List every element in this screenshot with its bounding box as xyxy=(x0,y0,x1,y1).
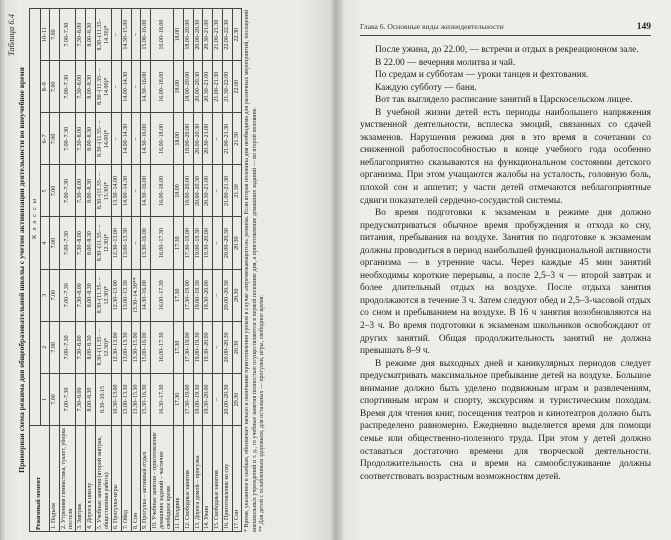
time-cell: 18.00–20.00 xyxy=(184,9,194,61)
table-row xyxy=(193,9,203,532)
time-cell: 19.00–19.30 xyxy=(193,373,203,425)
row-label-cell: 1. Подъем xyxy=(50,426,60,532)
time-cell: – xyxy=(213,113,223,165)
paragraph: Каждую субботу — баня. xyxy=(375,82,477,93)
time-cell: 19.00–19.30 xyxy=(193,217,203,269)
class-column-header: 6–7 xyxy=(40,113,50,165)
row-label-cell: 13. Дорога домой – прогулка xyxy=(193,426,203,532)
time-cell: 14.30–16.00 xyxy=(141,113,151,165)
time-cell: 7.00–7.30 xyxy=(59,113,75,165)
time-cell: 7.00 xyxy=(50,373,60,425)
time-cell: 7.00–7.30 xyxy=(59,61,75,113)
body-text xyxy=(360,44,651,483)
time-cell: 22.30 xyxy=(232,9,242,61)
time-cell: 8.00–8.30 xyxy=(86,113,96,165)
time-cell: 16.00–18.00 xyxy=(151,61,174,113)
time-cell: 8.30–(11.35– –12.30)* xyxy=(95,269,111,321)
table-header-row-1 xyxy=(30,9,40,532)
page-number: 149 xyxy=(636,22,651,32)
time-cell: 13.00–13.30 xyxy=(122,321,132,373)
time-cell: 8.30–(11.35– –14.00)* xyxy=(95,113,111,165)
time-cell: 19.30–20.00 xyxy=(203,269,213,321)
time-cell: 7.30–8.00 xyxy=(76,61,86,113)
time-cell: 21.30 xyxy=(232,113,242,165)
time-cell: 20.00–20.30 xyxy=(193,165,203,217)
time-cell: – xyxy=(131,61,141,113)
paragraph: После ужина, до 22.00, — встречи и отдых в рекреационном зале. xyxy=(375,45,639,55)
row-label-cell: 11. Полдник xyxy=(174,426,184,532)
table-row xyxy=(112,9,122,532)
time-cell: 12.30–13.00 xyxy=(112,321,122,373)
time-cell: 20.30–21.00 xyxy=(203,113,213,165)
time-cell: 20.00–20.30 xyxy=(193,113,203,165)
time-cell: 7.00 xyxy=(50,321,60,373)
time-cell: 20.30 xyxy=(232,373,242,425)
table-row xyxy=(76,9,86,532)
chapter-header: Глава 6. Основные виды жизнедеятельности xyxy=(360,22,504,31)
time-cell: 13.30–15.00 xyxy=(131,321,141,373)
row-label-cell: 3. Завтрак xyxy=(76,426,86,532)
time-cell: 15.00–16.00 xyxy=(141,9,151,61)
time-cell: – xyxy=(213,373,223,425)
table-row xyxy=(122,9,132,532)
time-cell: 20.00–20.30 xyxy=(193,61,203,113)
time-cell: – xyxy=(131,165,141,217)
time-cell: 17.30–19.00 xyxy=(184,321,194,373)
time-cell: 19.30–20.00 xyxy=(203,217,213,269)
row-label-cell: 9. Прогулка – активный отдых xyxy=(141,426,151,532)
time-cell: 22.00 xyxy=(232,61,242,113)
table-footnotes xyxy=(244,8,266,532)
time-cell: 17.30–19.00 xyxy=(184,269,194,321)
time-cell: 13.30–14.00 xyxy=(112,165,122,217)
time-cell: 18.00 xyxy=(174,61,184,113)
row-label-cell: 17. Сон xyxy=(232,426,242,532)
time-cell: 20.00–20.30 xyxy=(222,269,232,321)
time-cell: 20.30 xyxy=(232,217,242,269)
time-cell: 18.00 xyxy=(174,9,184,61)
time-cell: 17.30 xyxy=(174,373,184,425)
time-cell: 7.00–7.30 xyxy=(59,9,75,61)
table-row xyxy=(141,9,151,532)
table-row xyxy=(50,9,60,532)
time-cell: – xyxy=(131,113,141,165)
time-cell: – xyxy=(131,217,141,269)
time-cell: 16.00–17.30 xyxy=(151,217,174,269)
table-row xyxy=(203,9,213,532)
time-cell: 7.30–8.00 xyxy=(76,217,86,269)
table-row xyxy=(174,9,184,532)
time-cell: 21.00–21.30 xyxy=(222,165,232,217)
time-cell: 8.30–(11.35– –12.30)* xyxy=(95,217,111,269)
time-cell: 15.30–16.30 xyxy=(141,373,151,425)
time-cell: 10.30–13.00 xyxy=(112,373,122,425)
row-label-cell: 16. Приготовление ко сну xyxy=(222,426,232,532)
footnote: * Время, указанное в скобках, обозначает начало и окончание приготовления уроков в случае «перемежающегося» режима. Если вторая половина дня необходима для различных мероприятий, посещений внешкольных учреждений и т. д., то учебные занятия полностью осуществляются в первой половине дня, а приготовление домашних заданий — во второй половине. xyxy=(244,9,258,532)
time-cell: – xyxy=(112,9,122,61)
time-cell: 7.00 xyxy=(50,217,60,269)
class-column-header: 4 xyxy=(40,217,50,269)
time-cell: 15.00–16.00 xyxy=(141,321,151,373)
time-cell: 21.30–22.00 xyxy=(222,61,232,113)
time-cell: 7.00 xyxy=(50,165,60,217)
table-row xyxy=(213,9,223,532)
table-row xyxy=(222,9,232,532)
time-cell: 16.00–17.30 xyxy=(151,321,174,373)
time-cell: 13.00–13.30 xyxy=(122,373,132,425)
time-cell: 13.00–13.30 xyxy=(122,217,132,269)
time-cell: 13.30–16.00 xyxy=(141,217,151,269)
time-cell: 21.00–21.30 xyxy=(222,113,232,165)
class-column-header: 1 xyxy=(40,373,50,425)
table-row xyxy=(184,9,194,532)
time-cell: 14.30–16.00 xyxy=(141,269,151,321)
table-row xyxy=(95,9,111,532)
time-cell: 19.30–20.00 xyxy=(203,321,213,373)
time-cell: 22.00–22.30 xyxy=(222,9,232,61)
time-cell: 12.30–13.00 xyxy=(112,217,122,269)
time-cell: 18.00–20.00 xyxy=(184,113,194,165)
table-row xyxy=(86,9,96,532)
time-cell: 7.00–7.30 xyxy=(59,321,75,373)
time-cell: 21.00–21.30 xyxy=(213,9,223,61)
classes-group-header: Классы xyxy=(30,9,40,426)
row-label-cell: 14. Ужин xyxy=(203,426,213,532)
time-cell: 20.30–21.00 xyxy=(203,165,213,217)
paragraph: Во время подготовки к экзаменам в режиме дня должно предусматриваться обычное время пробуждения и отхода ко сну, питания, пребывания на воздухе. Занятия по подготовке к экзаменам должны проводиться в период наибольшей функциональной активности организма — в утренние часы. Через каждые 45 мин занятий необходимы короткие перерывы, а после 2,5–3 ч — второй завтрак и более длительный отдых на воздухе. После отдыха занятия продолжаются в течение 3 ч. Затем следуют обед и 2,5–3-часовой отдых со сном и пребыванием на воздухе. В 16 ч занятия возобновляются на 2–3 ч. Во время подготовки к экзаменам школьников освобождают от других занятий. Общая продолжительность занятий не должна превышать 8–9 ч. xyxy=(360,208,651,357)
time-cell: 18.00–20.00 xyxy=(184,165,194,217)
time-cell: 19.00–19.30 xyxy=(193,321,203,373)
row-label-cell: 10. Учебные занятия – приготовление домашних заданий – частично свободное время xyxy=(151,426,174,532)
time-cell: 8.00–8.30 xyxy=(86,321,96,373)
time-cell: 7.30–8.00 xyxy=(76,165,86,217)
table-title: Примерная схема режима дня общеобразовательной школы с учетом активизации деятельности во внеучебное время xyxy=(17,67,26,473)
time-cell: 7.00 xyxy=(50,269,60,321)
right-page xyxy=(336,0,671,540)
time-cell: 20.00–20.30 xyxy=(193,9,203,61)
time-cell: 8.30–(11.35– –13.30)* xyxy=(95,165,111,217)
time-cell: 7.00–7.30 xyxy=(59,269,75,321)
row-label-cell: 2. Утренняя гимнастика, туалет, уборка постели xyxy=(59,426,75,532)
time-cell: 7.00–7.30 xyxy=(59,165,75,217)
time-cell: 7.00 xyxy=(50,61,60,113)
time-cell: 18.00–20.00 xyxy=(184,61,194,113)
time-cell: – xyxy=(213,269,223,321)
time-cell: 7.30–8.00 xyxy=(76,373,86,425)
time-cell: 16.00–17.30 xyxy=(151,269,174,321)
row-label-cell: 5. Учебные занятия (второй завтрак, общественная работа) xyxy=(95,426,111,532)
time-cell: 16.00–18.00 xyxy=(151,113,174,165)
time-cell: 7.00 xyxy=(50,9,60,61)
time-cell: 13.30–15.30 xyxy=(131,373,141,425)
time-cell: 8.00–8.30 xyxy=(86,9,96,61)
time-cell: 8.30–10.15 xyxy=(95,373,111,425)
time-cell: 18.00 xyxy=(174,165,184,217)
class-column-header: 3 xyxy=(40,269,50,321)
time-cell: – xyxy=(131,9,141,61)
table-row xyxy=(151,9,174,532)
time-cell: 7.30–8.00 xyxy=(76,321,86,373)
table-caption: Таблица 6.4 xyxy=(6,14,16,57)
row-label-cell: 8. Сон xyxy=(131,426,141,532)
paragraph: В учебной жизни детей есть периоды наибольшего напряжения умственной деятельности, всплеска эмоций, связанных со сдачей экзаменов. Нарушения режима дня в это время в сочетании со сниженной работоспособностью в конце учебного года особенно неблагоприятно сказываются на функциональном состоянии детского организма. При этом учащаются жалобы на усталость, головную боль, плохой сон и аппетит; у части детей отмечаются неблагоприятные сдвиги показателей сердечно-сосудистой системы. xyxy=(360,107,651,206)
paragraph: В 22.00 — вечерняя молитва и чай. xyxy=(375,57,516,68)
running-header xyxy=(360,22,651,36)
table-row xyxy=(59,9,75,532)
time-cell: 7.30–8.00 xyxy=(76,9,86,61)
footnote: ** Для детей с ослабленным здоровьем, для остальных — прогулки, игры, свободное время. xyxy=(258,295,265,532)
time-cell: 20.30–21.00 xyxy=(203,61,213,113)
row-label-cell: 7. Обед xyxy=(122,426,132,532)
time-cell: 14.00–14.30 xyxy=(122,113,132,165)
time-cell: 17.30 xyxy=(174,269,184,321)
time-cell: – xyxy=(213,321,223,373)
time-cell: 20.30–21.00 xyxy=(203,9,213,61)
time-cell: 14.00–14.30 xyxy=(122,165,132,217)
time-cell: 20.00–20.30 xyxy=(222,217,232,269)
time-cell: – xyxy=(112,61,122,113)
time-cell: 21.00–21.30 xyxy=(213,61,223,113)
table-row xyxy=(232,9,242,532)
time-cell: 20.00–20.30 xyxy=(222,373,232,425)
time-cell: 7.00–7.30 xyxy=(59,373,75,425)
regime-table xyxy=(29,8,242,532)
time-cell: – xyxy=(213,165,223,217)
time-cell: 17.30 xyxy=(174,321,184,373)
rotated-table-area xyxy=(6,8,328,532)
row-label-cell: 12. Свободные занятия xyxy=(184,426,194,532)
time-cell: 8.30–(11.35– –14.00)* xyxy=(95,61,111,113)
time-cell: 8.00–8.30 xyxy=(86,217,96,269)
time-cell: 14.30–16.00 xyxy=(141,165,151,217)
right-page-content xyxy=(360,22,651,483)
time-cell: 8.30–(11.35– 14.30)* xyxy=(95,9,111,61)
time-cell: 16.00–18.00 xyxy=(151,165,174,217)
time-cell: 7.00 xyxy=(50,113,60,165)
time-cell: 8.00–8.30 xyxy=(86,61,96,113)
time-cell: 16.30–17.30 xyxy=(151,373,174,425)
time-cell: 18.00 xyxy=(174,113,184,165)
paragraph: В режиме дня выходных дней и каникулярных периодов следует предусматривать максимальное пребывание детей на воздухе. Большое внимание должно быть уделено подвижным играм и развлечениям, спортивным играм и спорту, экскурсиям и туристическим походам. Время для чтения книг, посещения театров и кинотеатров должно быть распределено равномерно. Ежедневно выделяется время для помощи семье или общественно-полезного труда. При этом у детей должно оставаться достаточно времени для творческой деятельности. Продолжительность сна и время на самообслуживание должны соответствовать возрастным возможностям детей. xyxy=(360,358,651,482)
time-cell: 19.30–20.00 xyxy=(203,373,213,425)
time-cell: 17.30 xyxy=(174,217,184,269)
paragraph: Вот так выглядело расписание занятий в Царскосельском лицее. xyxy=(375,95,633,106)
time-cell: 14.00–14.30 xyxy=(122,61,132,113)
time-cell: 7.30–8.00 xyxy=(76,269,86,321)
time-cell: 21.30 xyxy=(232,165,242,217)
row-label-cell: 15. Свободные занятия xyxy=(213,426,223,532)
time-cell: 8.00–8.30 xyxy=(86,373,96,425)
time-cell: 17.30–19.00 xyxy=(184,217,194,269)
time-cell: – xyxy=(112,113,122,165)
time-cell: – xyxy=(213,217,223,269)
time-cell: 8.00–8.30 xyxy=(86,269,96,321)
row-header-cell: Режимный момент xyxy=(30,426,50,532)
time-cell: 13.30–14.30** xyxy=(131,269,141,321)
row-label-cell: 4. Дорога в школу xyxy=(86,426,96,532)
time-cell: 7.00–7.30 xyxy=(59,217,75,269)
time-cell: 13.00–13.30 xyxy=(122,269,132,321)
time-cell: 20.30 xyxy=(232,269,242,321)
row-label-cell: 6. Прогулка-игры xyxy=(112,426,122,532)
class-column-header: 8–9 xyxy=(40,61,50,113)
time-cell: 7.30–8.00 xyxy=(76,113,86,165)
time-cell: 19.00–19.30 xyxy=(193,269,203,321)
time-cell: 8.30–(11.35– –12.30)* xyxy=(95,321,111,373)
time-cell: 20.00–20.30 xyxy=(222,321,232,373)
class-column-header: 2 xyxy=(40,321,50,373)
table-row xyxy=(131,9,141,532)
time-cell: 20.30 xyxy=(232,321,242,373)
class-column-header: 5 xyxy=(40,165,50,217)
paragraph: По средам и субботам — уроки танцев и фехтования. xyxy=(375,70,589,81)
time-cell: 8.00–8.30 xyxy=(86,165,96,217)
time-cell: 17.30–19.00 xyxy=(184,373,194,425)
time-cell: 16.00–18.00 xyxy=(151,9,174,61)
time-cell: 14.30–15.00 xyxy=(122,9,132,61)
time-cell: 14.30–16.00 xyxy=(141,61,151,113)
time-cell: 12.30–13.00 xyxy=(112,269,122,321)
class-column-header: 10–11 xyxy=(40,9,50,61)
page-gutter xyxy=(330,0,344,540)
